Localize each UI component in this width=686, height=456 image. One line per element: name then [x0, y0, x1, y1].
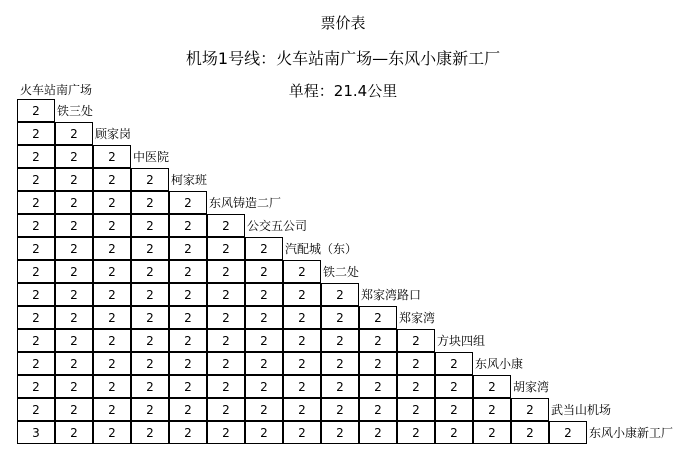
fare-cell: 2: [283, 421, 321, 444]
origin-station-label: 火车站南广场: [20, 83, 93, 97]
fare-cell: 2: [55, 398, 93, 421]
fare-cell: 2: [131, 237, 169, 260]
fare-cell: 2: [55, 329, 93, 352]
fare-cell: 2: [359, 398, 397, 421]
station-label: 方块四组: [437, 334, 486, 348]
fare-cell: 2: [17, 237, 55, 260]
fare-cell: 2: [245, 306, 283, 329]
station-label: 武当山机场: [551, 403, 612, 417]
fare-cell: 2: [473, 421, 511, 444]
fare-cell: 2: [283, 352, 321, 375]
fare-cell: 2: [283, 398, 321, 421]
fare-cell: 2: [511, 398, 549, 421]
fare-cell: 2: [93, 421, 131, 444]
fare-cell: 2: [207, 237, 245, 260]
fare-cell: 2: [17, 306, 55, 329]
fare-cell: 2: [283, 283, 321, 306]
page-title: 票价表: [320, 14, 366, 32]
station-label: 铁二处: [323, 265, 360, 279]
fare-cell: 2: [93, 191, 131, 214]
fare-cell: 2: [131, 329, 169, 352]
fare-cell: 2: [55, 260, 93, 283]
fare-cell: 2: [93, 375, 131, 398]
fare-cell: 2: [245, 260, 283, 283]
fare-cell: 2: [93, 214, 131, 237]
fare-cell: 2: [93, 283, 131, 306]
fare-cell: 2: [169, 191, 207, 214]
fare-cell: 2: [207, 352, 245, 375]
fare-cell: 2: [17, 168, 55, 191]
fare-cell: 2: [17, 191, 55, 214]
fare-cell: 2: [245, 352, 283, 375]
station-label: 顾家岗: [95, 127, 132, 141]
fare-cell: 2: [397, 398, 435, 421]
fare-cell: 2: [397, 421, 435, 444]
fare-cell: 2: [321, 398, 359, 421]
station-label: 郑家湾: [399, 311, 436, 325]
fare-cell: 2: [17, 260, 55, 283]
fare-cell: 2: [473, 375, 511, 398]
fare-cell: 2: [169, 398, 207, 421]
fare-cell: 2: [207, 214, 245, 237]
fare-cell: 2: [55, 375, 93, 398]
fare-cell: 2: [435, 375, 473, 398]
fare-cell: 2: [93, 352, 131, 375]
fare-cell: 2: [359, 375, 397, 398]
station-label: 柯家班: [171, 173, 208, 187]
fare-cell: 2: [169, 237, 207, 260]
fare-cell: 2: [245, 421, 283, 444]
fare-cell: 2: [55, 352, 93, 375]
fare-cell: 2: [55, 145, 93, 168]
fare-cell: 2: [93, 145, 131, 168]
fare-cell: 2: [245, 375, 283, 398]
fare-cell: 2: [55, 237, 93, 260]
fare-cell: 2: [93, 168, 131, 191]
fare-cell: 2: [131, 398, 169, 421]
fare-cell: 2: [17, 352, 55, 375]
fare-cell: 2: [17, 329, 55, 352]
fare-cell: 2: [359, 421, 397, 444]
fare-cell: 2: [55, 191, 93, 214]
fare-cell: 2: [131, 168, 169, 191]
fare-cell: 2: [549, 421, 587, 444]
fare-cell: 2: [321, 421, 359, 444]
fare-cell: 2: [55, 421, 93, 444]
fare-cell: 2: [397, 375, 435, 398]
fare-cell: 2: [359, 306, 397, 329]
fare-cell: 2: [397, 352, 435, 375]
fare-cell: 2: [55, 168, 93, 191]
fare-cell: 2: [131, 352, 169, 375]
fare-cell: 2: [245, 398, 283, 421]
fare-cell: 2: [93, 260, 131, 283]
fare-cell: 2: [283, 329, 321, 352]
station-label: 东风小康新工厂: [589, 426, 674, 440]
fare-cell: 2: [321, 375, 359, 398]
station-label: 汽配城（东）: [285, 242, 358, 256]
fare-cell: 2: [207, 375, 245, 398]
fare-cell: 2: [245, 283, 283, 306]
fare-cell: 2: [207, 306, 245, 329]
station-label: 胡家湾: [513, 380, 550, 394]
fare-cell: 2: [359, 329, 397, 352]
fare-cell: 2: [55, 122, 93, 145]
fare-cell: 2: [55, 214, 93, 237]
fare-cell: 2: [435, 398, 473, 421]
fare-cell: 2: [321, 306, 359, 329]
fare-cell: 2: [131, 421, 169, 444]
fare-cell: 2: [397, 329, 435, 352]
fare-cell: 2: [207, 283, 245, 306]
fare-cell: 2: [131, 306, 169, 329]
fare-cell: 3: [17, 421, 55, 444]
fare-cell: 2: [169, 214, 207, 237]
fare-cell: 2: [359, 352, 397, 375]
fare-cell: 2: [131, 260, 169, 283]
station-label: 公交五公司: [247, 219, 308, 233]
fare-cell: 2: [131, 283, 169, 306]
fare-cell: 2: [169, 352, 207, 375]
fare-cell: 2: [245, 237, 283, 260]
fare-cell: 2: [169, 306, 207, 329]
station-label: 东风小康: [475, 357, 524, 371]
fare-cell: 2: [473, 398, 511, 421]
fare-cell: 2: [207, 260, 245, 283]
fare-cell: 2: [207, 398, 245, 421]
fare-cell: 2: [283, 375, 321, 398]
station-label: 中医院: [133, 150, 170, 164]
station-label: 东风铸造二厂: [209, 196, 282, 210]
fare-cell: 2: [321, 352, 359, 375]
fare-cell: 2: [321, 329, 359, 352]
fare-cell: 2: [169, 283, 207, 306]
fare-cell: 2: [17, 122, 55, 145]
fare-cell: 2: [17, 145, 55, 168]
fare-cell: 2: [169, 375, 207, 398]
fare-cell: 2: [435, 352, 473, 375]
distance-label: 单程：21.4公里: [288, 82, 398, 100]
station-label: 郑家湾路口: [361, 288, 422, 302]
fare-cell: 2: [17, 398, 55, 421]
fare-cell: 2: [93, 398, 131, 421]
fare-cell: 2: [435, 421, 473, 444]
fare-cell: 2: [131, 214, 169, 237]
fare-cell: 2: [55, 306, 93, 329]
fare-cell: 2: [283, 260, 321, 283]
station-label: 铁三处: [57, 104, 94, 118]
fare-cell: 2: [131, 375, 169, 398]
fare-cell: 2: [17, 214, 55, 237]
fare-cell: 2: [17, 283, 55, 306]
fare-cell: 2: [55, 283, 93, 306]
fare-cell: 2: [93, 237, 131, 260]
fare-cell: 2: [207, 329, 245, 352]
fare-cell: 2: [93, 329, 131, 352]
fare-cell: 2: [93, 306, 131, 329]
fare-cell: 2: [169, 421, 207, 444]
fare-cell: 2: [321, 283, 359, 306]
fare-cell: 2: [169, 260, 207, 283]
fare-cell: 2: [17, 99, 55, 122]
fare-cell: 2: [207, 421, 245, 444]
fare-cell: 2: [245, 329, 283, 352]
route-title: 机场1号线：火车站南广场—东风小康新工厂: [185, 49, 501, 68]
fare-cell: 2: [511, 421, 549, 444]
fare-cell: 2: [17, 375, 55, 398]
fare-cell: 2: [283, 306, 321, 329]
fare-cell: 2: [169, 329, 207, 352]
fare-cell: 2: [131, 191, 169, 214]
